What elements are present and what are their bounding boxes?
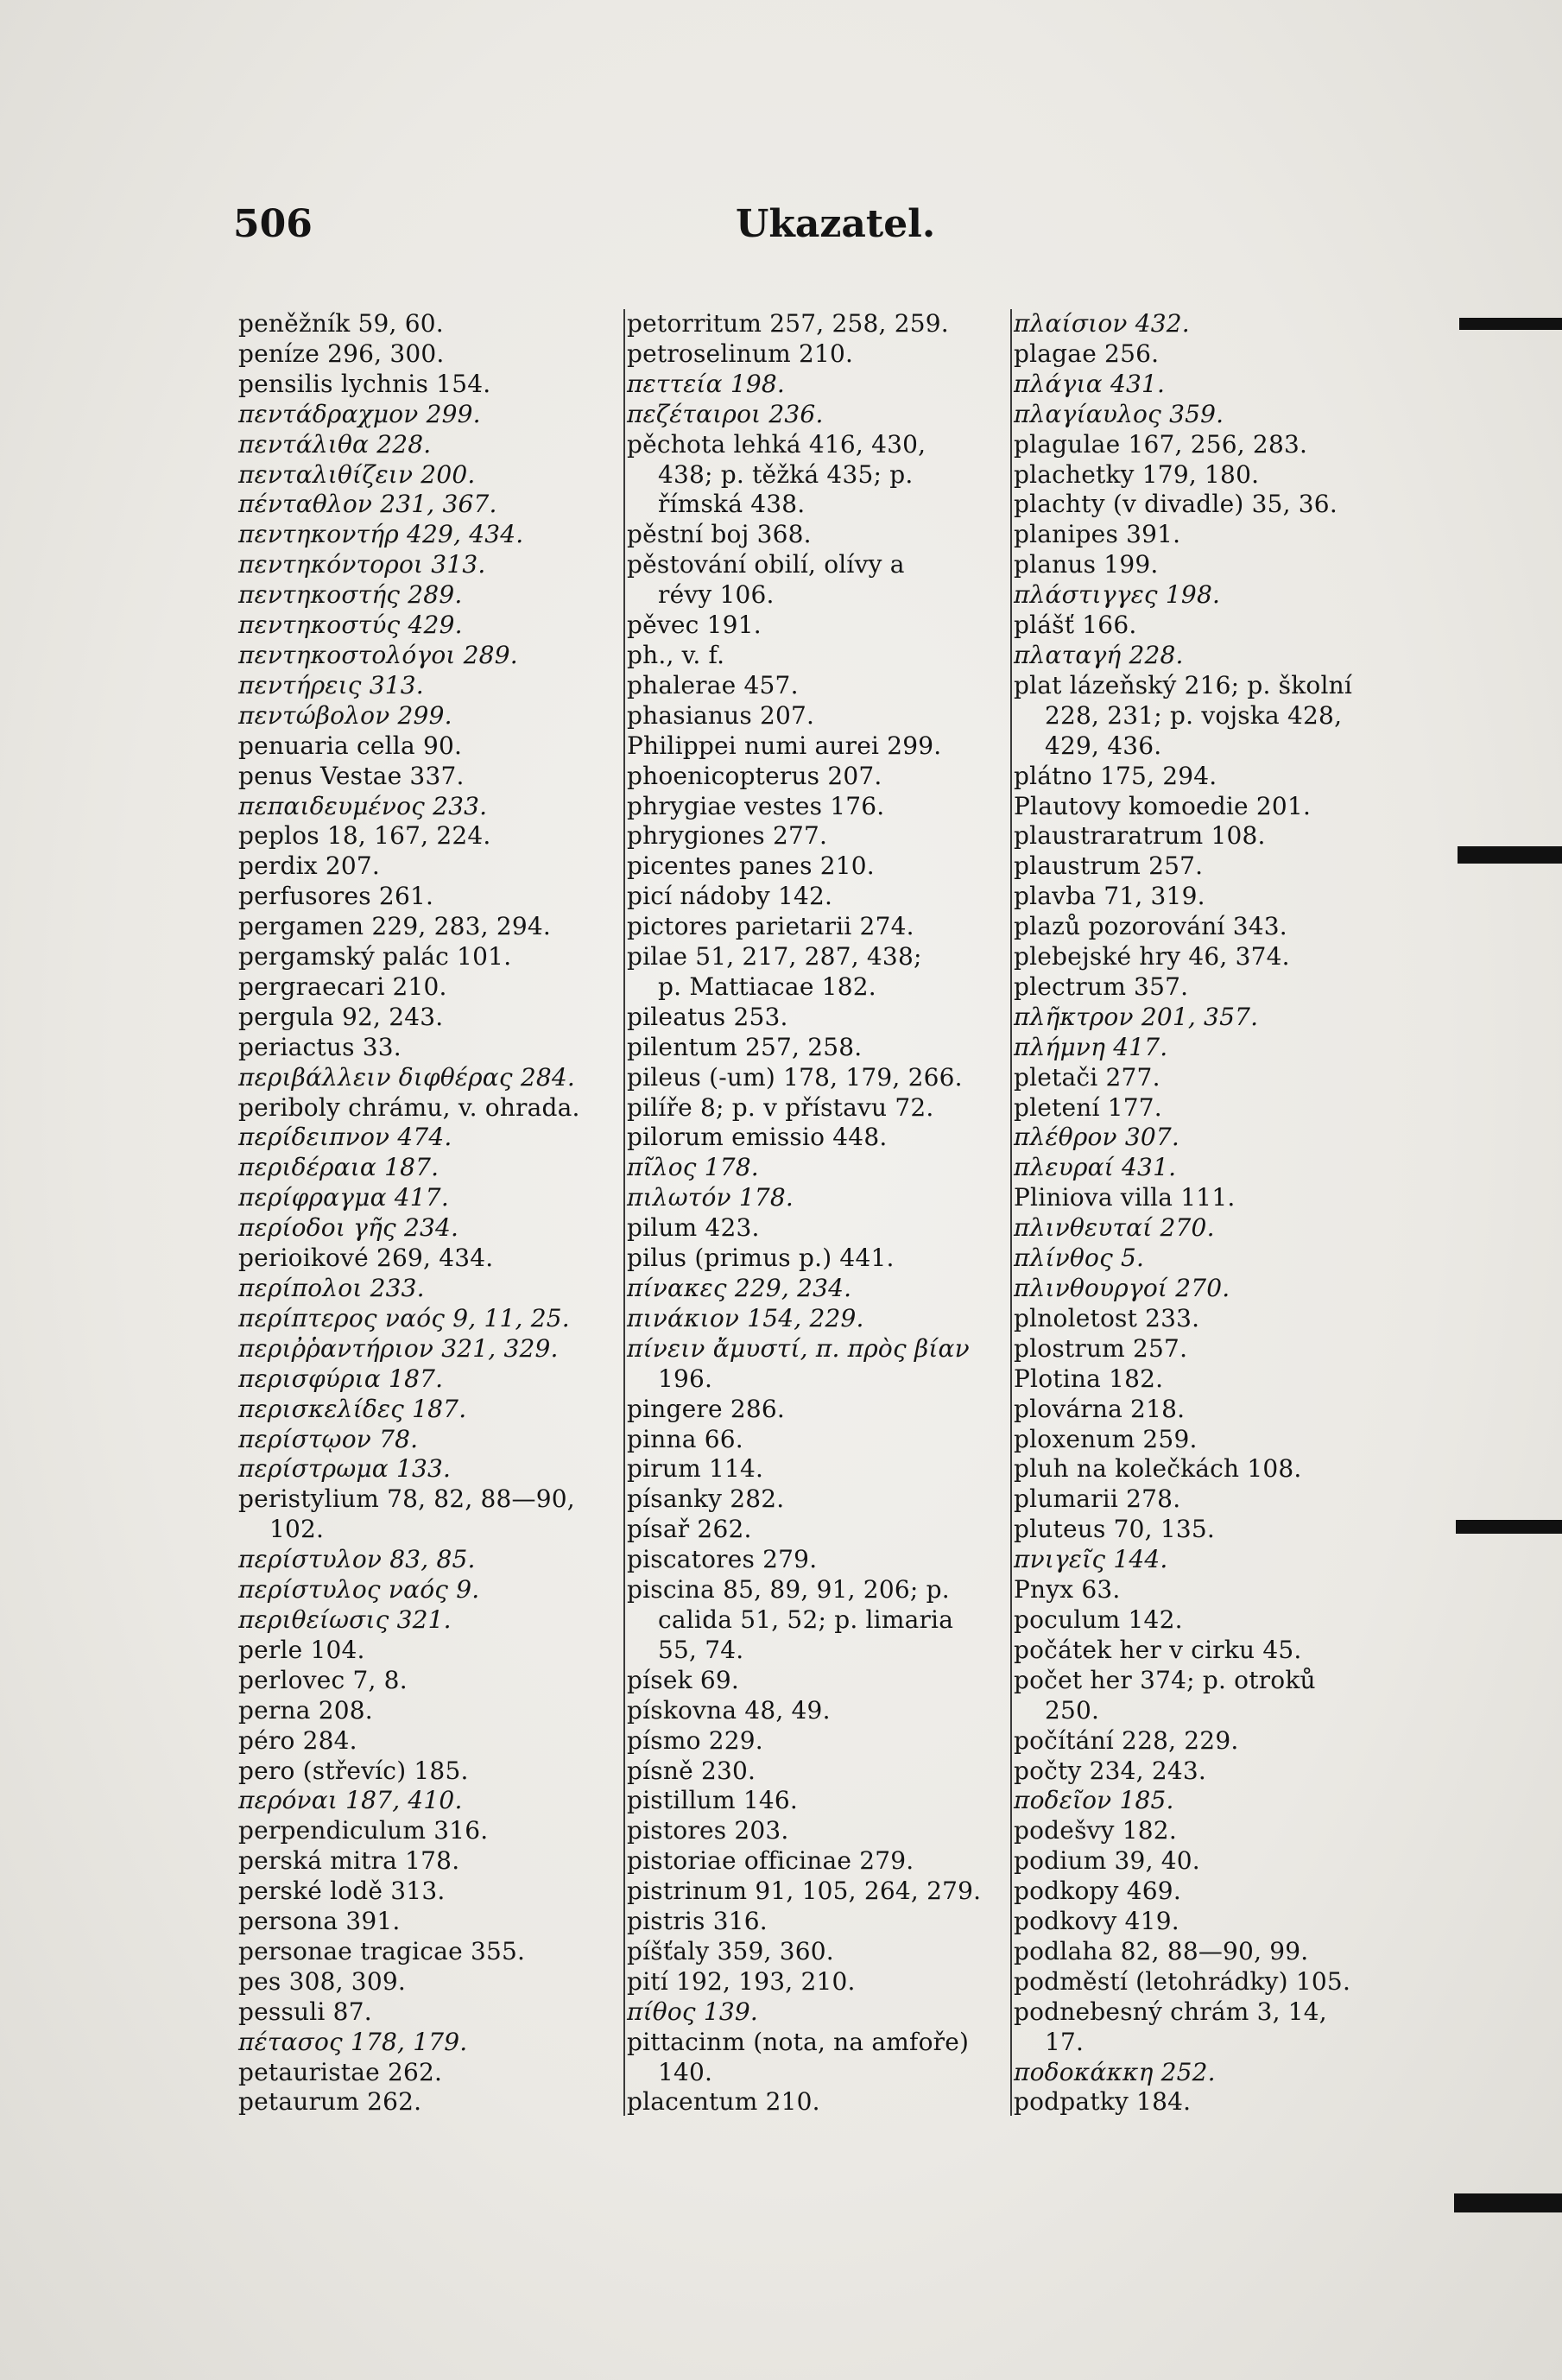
index-entry: πενταλιθίζειν 200. — [238, 459, 476, 489]
index-entry: petauristae 262. — [238, 2057, 443, 2086]
index-entry: plachty (v divadle) 35, 36. — [1014, 490, 1338, 519]
index-entry: περόναι 187, 410. — [238, 1786, 463, 1815]
index-entry: πεντηκοστολόγοι 289. — [238, 640, 518, 669]
index-entry: πίθος 139. — [627, 1997, 759, 2026]
index-entry: περίφραγμα 417. — [238, 1183, 449, 1212]
index-entry: petroselinum 210. — [627, 339, 854, 368]
index-entry: planus 199. — [1014, 550, 1159, 579]
index-entry: penus Vestae 337. — [238, 761, 465, 790]
index-entry: perdix 207. — [238, 851, 380, 881]
index-entry: pilorum emissio 448. — [627, 1123, 888, 1152]
index-entry: plachetky 179, 180. — [1014, 459, 1260, 489]
index-entry: perské lodě 313. — [238, 1877, 446, 1906]
index-entry: πῖλος 178. — [627, 1153, 759, 1182]
index-entry: plášť 166. — [1014, 611, 1137, 640]
index-entry: perpendiculum 316. — [238, 1816, 489, 1845]
index-entry: 438; p. těžká 435; p. — [658, 459, 914, 489]
index-entry: πλαταγή 228. — [1014, 640, 1184, 669]
index-entry: podpatky 184. — [1014, 2087, 1192, 2117]
index-entry: pensilis lychnis 154. — [238, 369, 491, 398]
index-entry: písanky 282. — [627, 1484, 785, 1514]
index-entry: πεντάδραχμον 299. — [238, 399, 481, 428]
index-entry: peněžník 59, 60. — [238, 309, 444, 338]
index-entry: pěstování obilí, olívy a — [627, 550, 905, 579]
index-entry: πεντήρεις 313. — [238, 670, 424, 699]
index-entry: πιλωτόν 178. — [627, 1183, 794, 1212]
index-entry: πίνακες 229, 234. — [627, 1274, 852, 1302]
index-entry: 102. — [269, 1515, 325, 1544]
index-entry: πεντηκοντήρ 429, 434. — [238, 520, 524, 549]
index-entry: pirum 114. — [627, 1454, 764, 1484]
index-entry: πένταθλον 231, 367. — [238, 490, 497, 519]
index-entry: perle 104. — [238, 1635, 365, 1664]
index-entry: pergamský palác 101. — [238, 942, 512, 972]
index-entry: perna 208. — [238, 1695, 373, 1725]
index-entry: περίστυλον 83, 85. — [238, 1545, 476, 1574]
index-entry: πεζέταιροι 236. — [627, 399, 824, 428]
index-entry: piscatores 279. — [627, 1545, 818, 1574]
scan-edge-mark — [1456, 1520, 1562, 1534]
index-entry: pittacinm (nota, na amfoře) — [627, 2027, 970, 2056]
index-entry: πινάκιον 154, 229. — [627, 1303, 864, 1332]
index-entry: πέτασος 178, 179. — [238, 2027, 468, 2056]
scan-edge-mark — [1459, 318, 1562, 330]
index-entry: pero (střevíc) 185. — [238, 1756, 469, 1785]
index-entry: podnebesný chrám 3, 14, — [1014, 1997, 1327, 2026]
index-entry: perfusores 261. — [238, 882, 434, 911]
index-entry: πλινθευταί 270. — [1014, 1213, 1215, 1243]
index-entry: podkovy 419. — [1014, 1907, 1179, 1936]
index-entry: písmo 229. — [627, 1725, 763, 1755]
index-entry: 17. — [1045, 2027, 1085, 2056]
index-entry: píšťaly 359, 360. — [627, 1936, 834, 1965]
index-entry: πλίνθος 5. — [1014, 1244, 1145, 1273]
index-entry: phoenicopterus 207. — [627, 761, 882, 790]
index-entry: p. Mattiacae 182. — [658, 972, 876, 1001]
index-entry: picí nádoby 142. — [627, 882, 833, 911]
index-entry: pletači 277. — [1014, 1062, 1160, 1092]
index-entry: péro 284. — [238, 1725, 357, 1755]
index-entry: Philippei numi aurei 299. — [627, 731, 942, 760]
index-entry: pistris 316. — [627, 1907, 768, 1936]
index-entry: Plotina 182. — [1014, 1364, 1164, 1393]
index-entry: πεντώβολον 299. — [238, 700, 452, 730]
index-entry: picentes panes 210. — [627, 851, 875, 881]
index-entry: 429, 436. — [1045, 731, 1162, 760]
index-entry: πεντηκοστής 289. — [238, 580, 463, 610]
index-entry: pěchota lehká 416, 430, — [627, 429, 926, 459]
index-entry: 55, 74. — [658, 1635, 744, 1664]
index-entry: πλευραί 431. — [1014, 1153, 1177, 1182]
index-entry: πεπαιδευμένος 233. — [238, 791, 488, 820]
index-entry: plnoletost 233. — [1014, 1303, 1200, 1332]
index-entry: písně 230. — [627, 1756, 756, 1785]
index-entry: πεντηκόντοροι 313. — [238, 550, 486, 579]
index-entry: plagulae 167, 256, 283. — [1014, 429, 1308, 459]
index-entry: pletení 177. — [1014, 1092, 1162, 1122]
index-entry: pergula 92, 243. — [238, 1002, 444, 1031]
index-entry: pilentum 257, 258. — [627, 1032, 863, 1061]
index-entry: podkopy 469. — [1014, 1877, 1181, 1906]
index-entry: pictores parietarii 274. — [627, 912, 914, 941]
index-entry: plumarii 278. — [1014, 1484, 1181, 1514]
scan-edge-mark — [1454, 2193, 1562, 2212]
index-entry: περιῤῥαντήριον 321, 329. — [238, 1333, 559, 1363]
index-entry: pistrinum 91, 105, 264, 279. — [627, 1877, 982, 1906]
index-entry: pluteus 70, 135. — [1014, 1515, 1216, 1544]
index-entry: Plautovy komoedie 201. — [1014, 791, 1312, 820]
index-entry: perská mitra 178. — [238, 1846, 460, 1876]
index-entry: περισφύρια 187. — [238, 1364, 444, 1393]
index-entry: placentum 210. — [627, 2087, 820, 2117]
index-entry: περιθείωσις 321. — [238, 1605, 452, 1634]
index-entry: περίπτερος ναός 9, 11, 25. — [238, 1303, 570, 1332]
index-column-3 — [1010, 309, 1394, 2116]
index-entry: 228, 231; p. vojska 428, — [1045, 700, 1343, 730]
index-entry: πλῆκτρον 201, 357. — [1014, 1002, 1259, 1031]
index-entry: petorritum 257, 258, 259. — [627, 309, 949, 338]
index-entry: Pnyx 63. — [1014, 1575, 1121, 1605]
index-entry: περισκελίδες 187. — [238, 1394, 467, 1423]
index-entry: pilae 51, 217, 287, 438; — [627, 942, 922, 972]
index-entry: πλαίσιον 432. — [1014, 309, 1190, 338]
index-entry: ph., v. f. — [627, 640, 725, 669]
index-column-2 — [623, 309, 994, 2116]
index-entry: plaustrum 257. — [1014, 851, 1204, 881]
index-entry: pingere 286. — [627, 1394, 786, 1423]
index-entry: podměstí (letohrádky) 105. — [1014, 1966, 1351, 1996]
index-entry: plat lázeňský 216; p. školní — [1014, 670, 1353, 699]
index-entry: pileatus 253. — [627, 1002, 788, 1031]
index-entry: πλάγια 431. — [1014, 369, 1166, 398]
index-entry: petaurum 262. — [238, 2087, 422, 2117]
index-entry: περιδέραια 187. — [238, 1153, 440, 1182]
index-entry: planipes 391. — [1014, 520, 1181, 549]
index-entry: písek 69. — [627, 1665, 740, 1694]
index-column-1 — [238, 309, 601, 2117]
index-entry: peristylium 78, 82, 88—90, — [238, 1484, 575, 1514]
index-entry: podešvy 182. — [1014, 1816, 1177, 1845]
index-entry: phrygiae vestes 176. — [627, 791, 885, 820]
index-entry: pergraecari 210. — [238, 972, 447, 1001]
index-entry: plazů pozorování 343. — [1014, 912, 1287, 941]
index-entry: plectrum 357. — [1014, 972, 1189, 1001]
index-entry: περιβάλλειν διφθέρας 284. — [238, 1062, 575, 1092]
index-entry: personae tragicae 355. — [238, 1936, 526, 1965]
index-entry: periboly chrámu, v. ohrada. — [238, 1092, 580, 1122]
index-entry: περίπολοι 233. — [238, 1274, 425, 1302]
index-entry: periactus 33. — [238, 1032, 402, 1061]
index-entry: ποδεῖον 185. — [1014, 1786, 1174, 1815]
index-entry: plavba 71, 319. — [1014, 882, 1205, 911]
index-entry: phalerae 457. — [627, 670, 799, 699]
index-entry: počet her 374; p. otroků — [1014, 1665, 1316, 1694]
index-entry: πλαγίαυλος 359. — [1014, 399, 1224, 428]
index-entry: peníze 296, 300. — [238, 339, 445, 368]
index-entry: περίδειπνον 474. — [238, 1123, 452, 1152]
index-entry: 196. — [658, 1364, 713, 1393]
index-entry: plovárna 218. — [1014, 1394, 1186, 1423]
index-entry: peplos 18, 167, 224. — [238, 821, 491, 851]
index-entry: podlaha 82, 88—90, 99. — [1014, 1936, 1309, 1965]
index-entry: calida 51, 52; p. limaria — [658, 1605, 954, 1634]
index-entry: πλάστιγγες 198. — [1014, 580, 1221, 610]
index-entry: počítání 228, 229. — [1014, 1725, 1239, 1755]
index-entry: písař 262. — [627, 1515, 752, 1544]
index-entry: πνιγεῖς 144. — [1014, 1545, 1168, 1574]
index-entry: pileus (-um) 178, 179, 266. — [627, 1062, 963, 1092]
index-entry: plaustraratrum 108. — [1014, 821, 1266, 851]
scan-edge-mark — [1458, 846, 1562, 864]
index-entry: pessuli 87. — [238, 1997, 372, 2026]
index-entry: révy 106. — [658, 580, 775, 610]
index-entry: římská 438. — [658, 490, 806, 519]
index-entry: pití 192, 193, 210. — [627, 1966, 856, 1996]
index-entry: phrygiones 277. — [627, 821, 828, 851]
index-entry: pěstní boj 368. — [627, 520, 812, 549]
index-entry: 140. — [658, 2057, 713, 2086]
index-entry: piscina 85, 89, 91, 206; p. — [627, 1575, 950, 1605]
index-entry: perioikové 269, 434. — [238, 1244, 494, 1273]
index-entry: ποδοκάκκη 252. — [1014, 2057, 1216, 2086]
index-entry: plagae 256. — [1014, 339, 1160, 368]
index-entry: plebejské hry 46, 374. — [1014, 942, 1290, 972]
index-entry: pilíře 8; p. v přístavu 72. — [627, 1092, 934, 1122]
page-header — [0, 202, 1562, 254]
index-entry: plátno 175, 294. — [1014, 761, 1217, 790]
index-entry: phasianus 207. — [627, 700, 815, 730]
index-entry: πεντηκοστύς 429. — [238, 611, 463, 640]
index-entry: Pliniova villa 111. — [1014, 1183, 1236, 1212]
index-entry: plostrum 257. — [1014, 1333, 1188, 1363]
index-entry: persona 391. — [238, 1907, 401, 1936]
index-entry: pilum 423. — [627, 1213, 760, 1243]
index-entry: pinna 66. — [627, 1424, 743, 1453]
index-entry: πίνειν ἄμυστί, π. πρὸς βίαν — [627, 1333, 970, 1363]
index-entry: pluh na kolečkách 108. — [1014, 1454, 1302, 1484]
index-entry: pistillum 146. — [627, 1786, 798, 1815]
running-title: Ukazatel. — [736, 202, 936, 246]
index-entry: pěvec 191. — [627, 611, 762, 640]
index-entry: pes 308, 309. — [238, 1966, 406, 1996]
index-entry: 250. — [1045, 1695, 1100, 1725]
index-entry: pistores 203. — [627, 1816, 789, 1845]
index-entry: περίστυλος ναός 9. — [238, 1575, 480, 1605]
index-entry: πλήμνη 417. — [1014, 1032, 1168, 1061]
index-entry: περίστῳον 78. — [238, 1424, 419, 1453]
index-entry: πλινθουργοί 270. — [1014, 1274, 1230, 1302]
index-entry: poculum 142. — [1014, 1605, 1183, 1634]
index-entry: περίστρωμα 133. — [238, 1454, 452, 1484]
index-entry: pískovna 48, 49. — [627, 1695, 831, 1725]
index-entry: ploxenum 259. — [1014, 1424, 1198, 1453]
index-entry: pistoriae officinae 279. — [627, 1846, 914, 1876]
index-entry: pergamen 229, 283, 294. — [238, 912, 551, 941]
index-entry: πεττεία 198. — [627, 369, 785, 398]
index-entry: podium 39, 40. — [1014, 1846, 1200, 1876]
index-entry: περίοδοι γῆς 234. — [238, 1213, 459, 1243]
index-entry: πλέθρον 307. — [1014, 1123, 1180, 1152]
index-entry: perlovec 7, 8. — [238, 1665, 408, 1694]
index-entry: pilus (primus p.) 441. — [627, 1244, 895, 1273]
index-entry: počty 234, 243. — [1014, 1756, 1207, 1785]
index-entry: πεντάλιθα 228. — [238, 429, 432, 459]
page-number: 506 — [233, 202, 313, 246]
index-entry: počátek her v cirku 45. — [1014, 1635, 1302, 1664]
index-entry: penuaria cella 90. — [238, 731, 463, 760]
